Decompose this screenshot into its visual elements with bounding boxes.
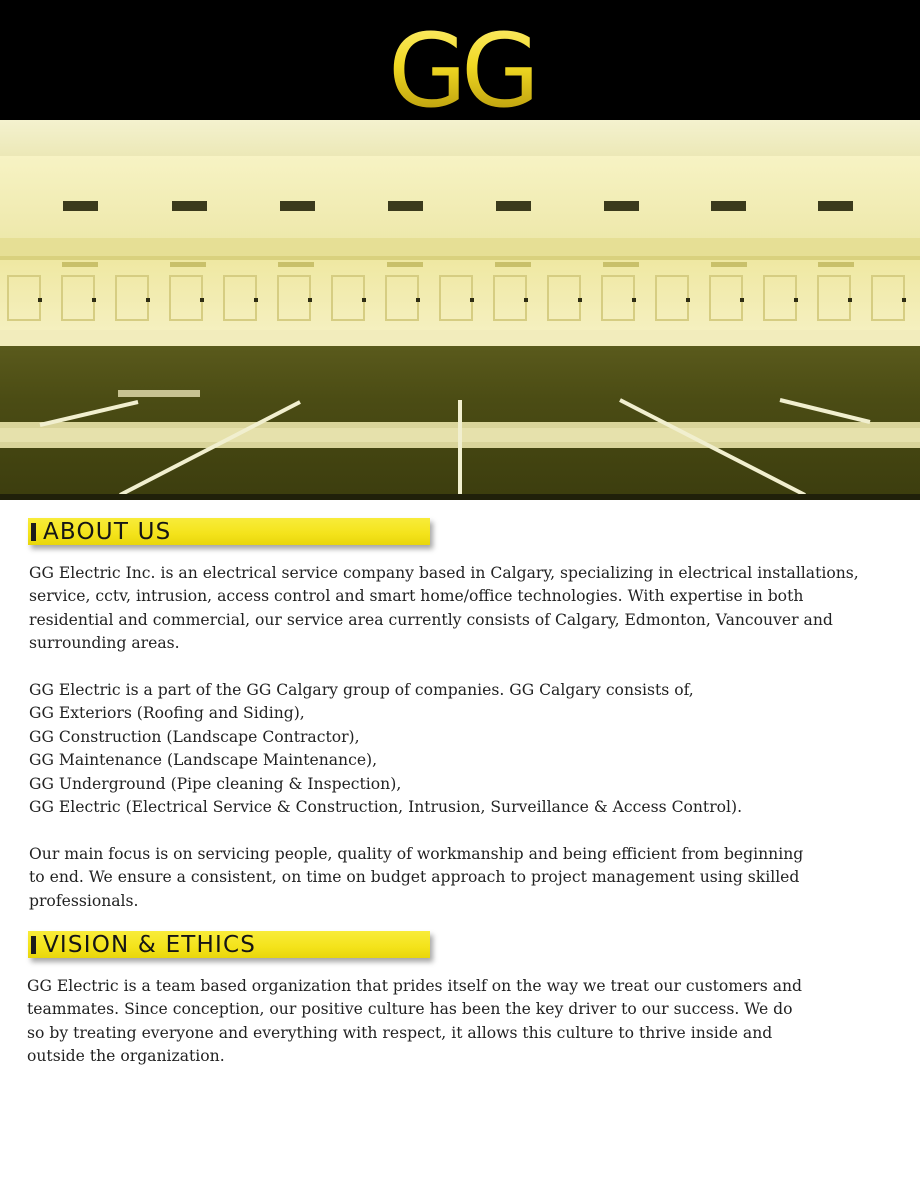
- about-us-title: ABOUT US: [43, 519, 172, 545]
- section-marker: [31, 523, 36, 541]
- about-paragraph-3: [29, 843, 859, 913]
- text-line: GG Electric Inc. is an electrical service company based in Calgary, specializing in electrical installations,: [29, 564, 859, 582]
- section-marker: [31, 936, 36, 954]
- text-line: GG Exteriors (Roofing and Siding),: [29, 704, 305, 723]
- vision-ethics-body: [27, 975, 802, 1069]
- text-line: surrounding areas.: [29, 634, 180, 653]
- text-line: GG Electric is a part of the GG Calgary group of companies. GG Calgary consists of,: [29, 681, 694, 700]
- vision-paragraph-1: [27, 975, 802, 1069]
- text-line: teammates. Since conception, our positive culture has been the key driver to our success. We do: [27, 1000, 793, 1019]
- gg-logo: [378, 24, 544, 112]
- text-line: outside the organization.: [27, 1047, 225, 1066]
- text-line: to end. We ensure a consistent, on time on budget approach to project management using skilled: [29, 868, 800, 887]
- text-line: residential and commercial, our service area currently consists of Calgary, Edmonton, Vancouver and: [29, 610, 833, 629]
- text-line: Our main focus is on servicing people, quality of workmanship and being efficient from beginning: [29, 844, 804, 863]
- vision-ethics-header: [28, 931, 430, 958]
- text-line: so by treating everyone and everything with respect, it allows this culture to thrive inside and: [27, 1023, 773, 1042]
- about-paragraph-1: [29, 562, 859, 656]
- vision-ethics-title: VISION & ETHICS: [43, 932, 257, 958]
- header-bar: [0, 0, 920, 120]
- text-line: GG Construction (Landscape Contractor),: [29, 727, 360, 746]
- about-paragraph-2: [29, 679, 859, 819]
- logo-text: GG: [387, 24, 535, 112]
- text-line: GG Electric (Electrical Service & Construction, Intrusion, Surveillance & Access Control).: [29, 798, 743, 817]
- text-line: GG Maintenance (Landscape Maintenance),: [29, 751, 378, 770]
- text-line: service, cctv, intrusion, access control and smart home/office technologies. With expertise in both: [29, 587, 804, 606]
- text-line: professionals.: [29, 891, 139, 910]
- warehouse-parking-lot-image: [0, 120, 920, 500]
- text-line: GG Electric is a team based organization that prides itself on the way we treat our customers and: [27, 977, 803, 995]
- about-us-body: [29, 562, 859, 913]
- text-line: GG Underground (Pipe cleaning & Inspection),: [29, 774, 402, 793]
- hero-image: [0, 120, 920, 500]
- about-us-header: [28, 518, 430, 545]
